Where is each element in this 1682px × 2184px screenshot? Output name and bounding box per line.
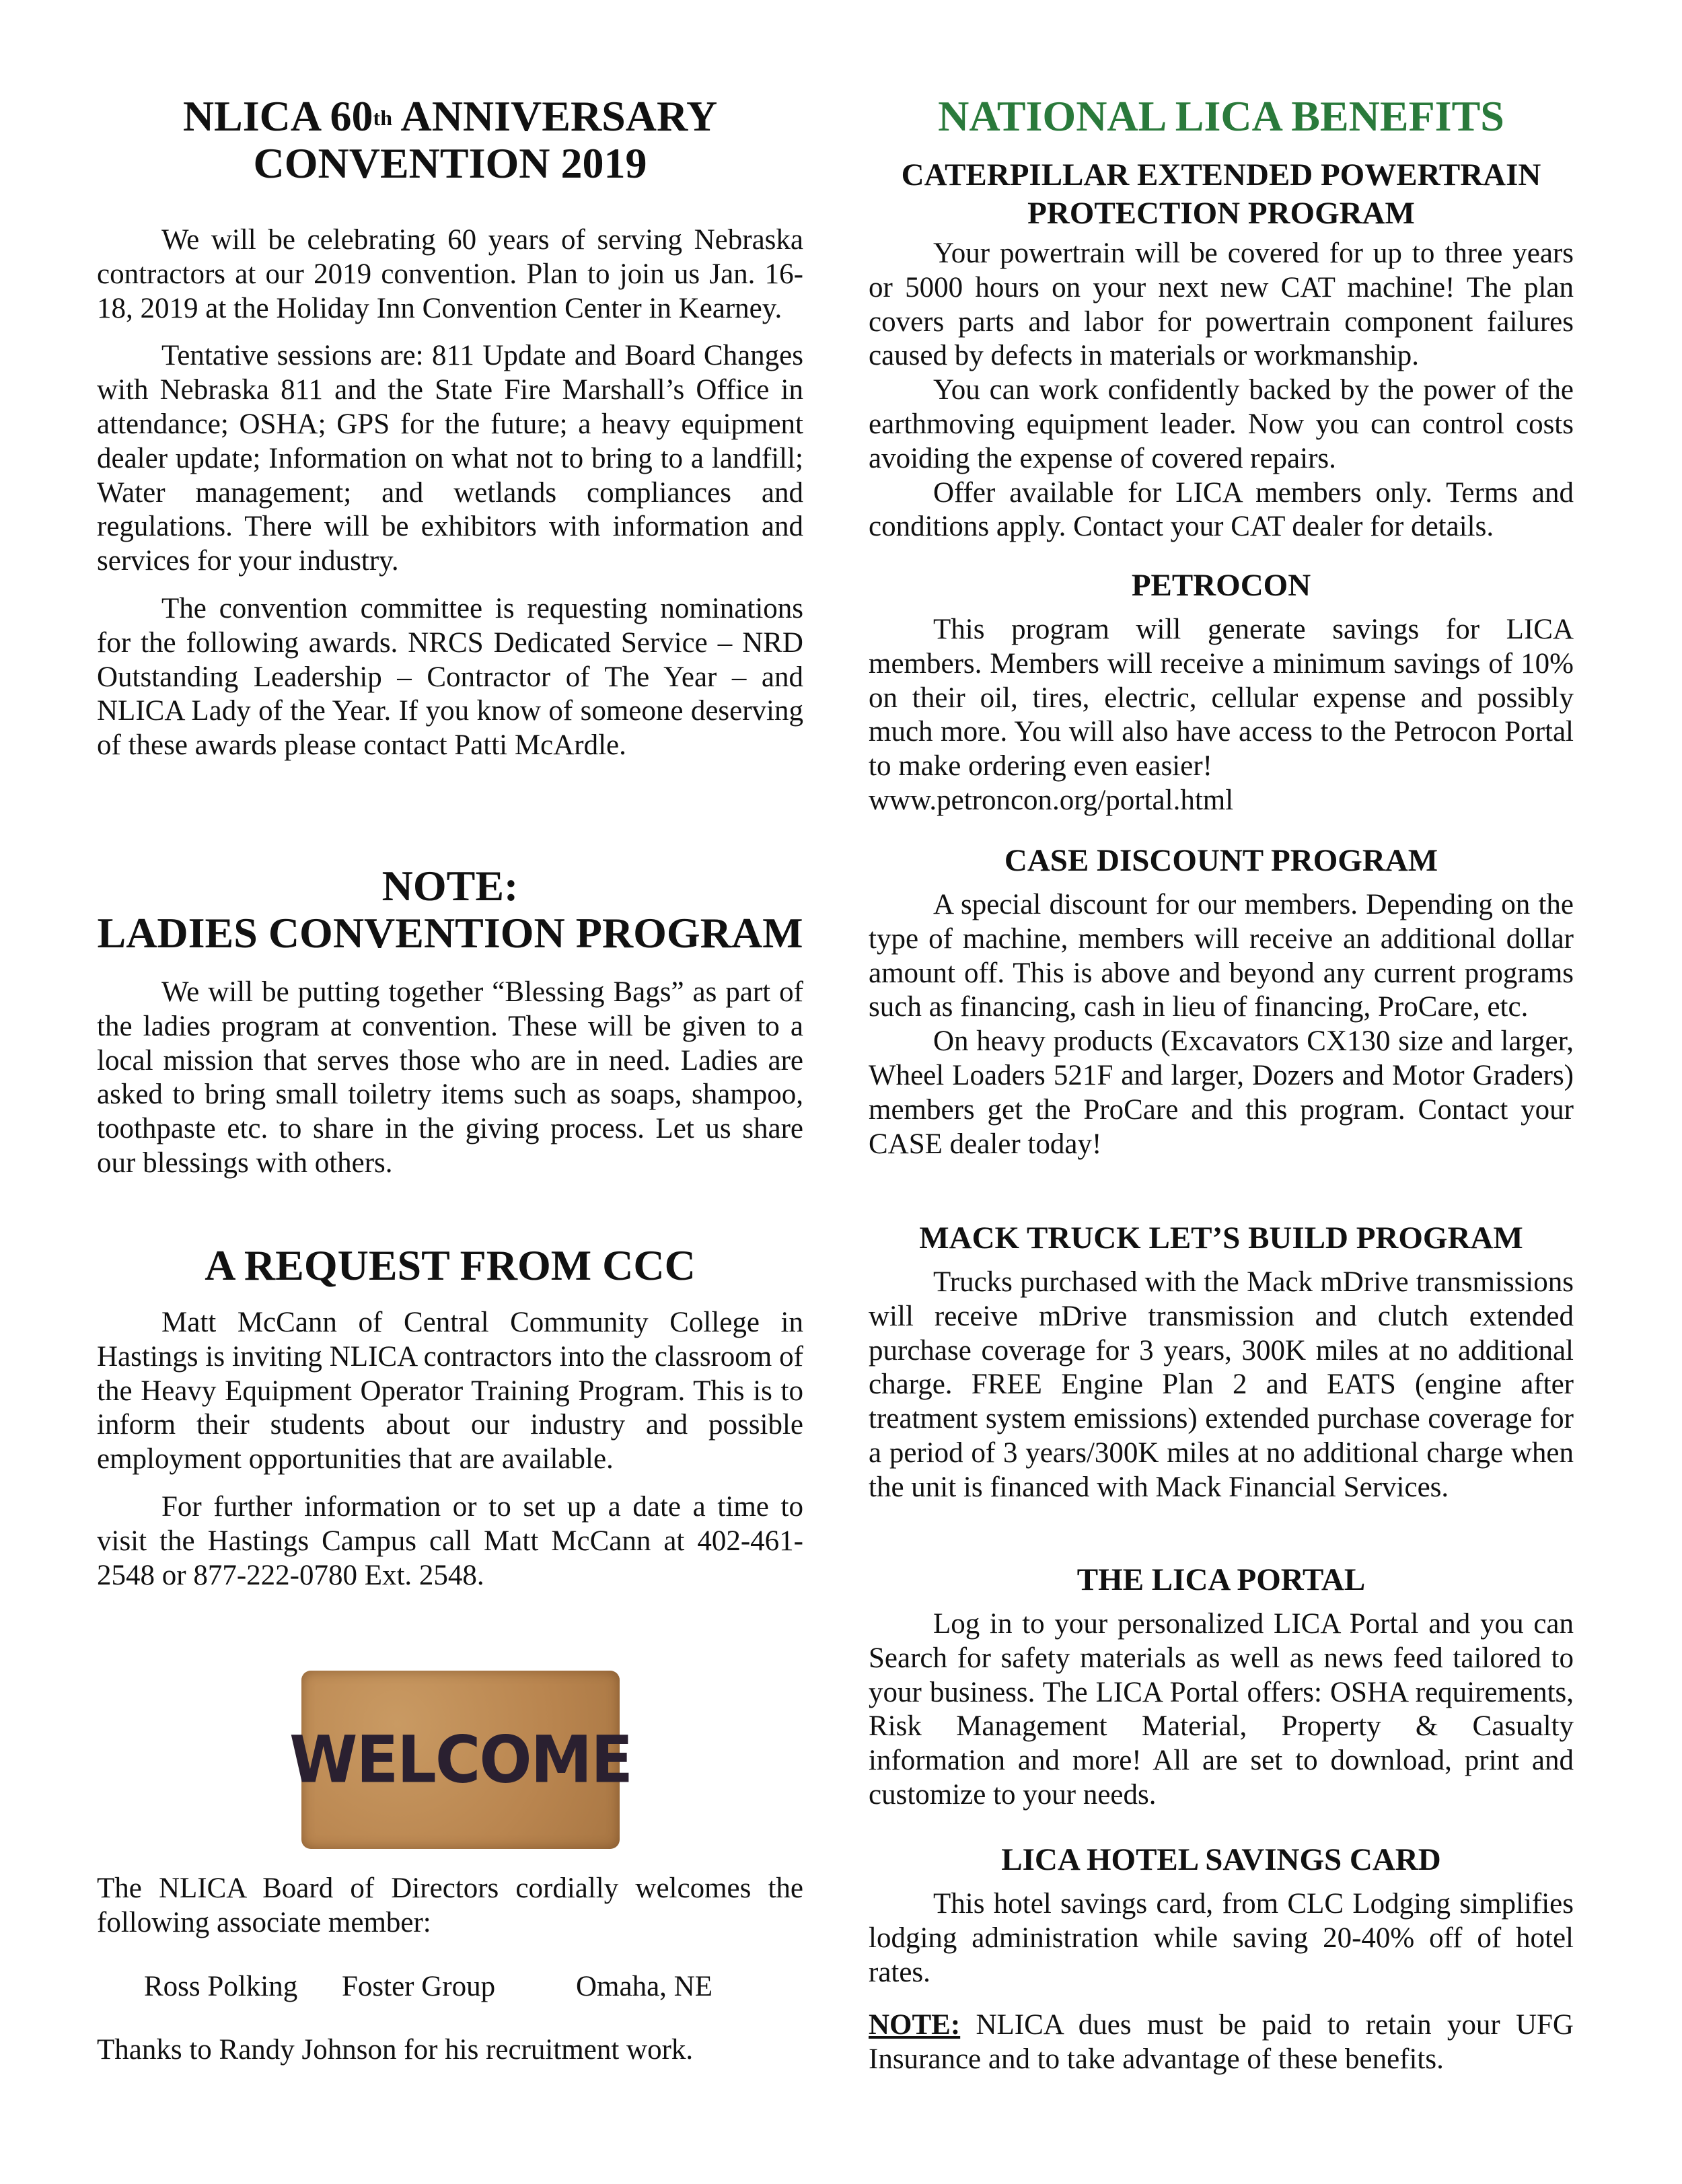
heading-line: NOTE: (381, 862, 519, 910)
ccc-heading (97, 1242, 803, 1289)
note-label: NOTE: (869, 2009, 961, 2041)
paragraph: On heavy products (Excavators CX130 size and larger, Wheel Loaders 521F and larger, Dozers and Motor Graders) members get the ProCare and this program. Contact your CASE dealer today! (869, 1025, 1574, 1160)
paragraph: The convention committee is requesting nominations for the following awards. NRCS Dedicated Service – NRD Outstanding Leadership – Contractor of The Year – and NLICA Lady of the Year. If you know of someone deserving of these awards please contact Patti McArdle. (97, 592, 803, 762)
title-superscript: th (373, 105, 392, 130)
paragraph: This program will generate savings for LICA members. Members will receive a minimum savings of 10% on their oil, tires, electric, cellular expense and possibly much more. You will also have access to the Petrocon Portal to make ordering even easier! (869, 614, 1574, 782)
note-text: NLICA dues must be paid to retain your UFG Insurance and to take advantage of these benefits. (869, 2009, 1574, 2075)
title-text: NLICA 60 (182, 92, 373, 140)
member-location: Omaha, NE (576, 1970, 712, 2002)
heading: CASE DISCOUNT PROGRAM (1004, 843, 1438, 878)
paragraph: Trucks purchased with the Mack mDrive transmissions will receive mDrive transmission and clutch extended purchase coverage for 3 years, 300K miles at no additional charge. FREE Engine Plan 2 and EATS (engine after treatment system emissions) extended purchase coverage for a period of 3 years/300K miles at no additional charge when the unit is financed with Mack Financial Services. (869, 1266, 1574, 1503)
heading: NATIONAL LICA BENEFITS (938, 92, 1504, 140)
mat-text: WELCOME (289, 1722, 632, 1798)
petrocon-link[interactable]: www.petroncon.org/portal.html (869, 784, 1234, 816)
member-name: Ross Polking (144, 1970, 298, 2002)
paragraph: A special discount for our members. Depending on the type of machine, members will receive an additional dollar amount off. This is above and beyond any current programs such as financing, cash in lieu of financing, ProCare, etc. (869, 889, 1574, 1023)
paragraph: Offer available for LICA members only. Terms and conditions apply. Contact your CAT dealer for details. (869, 476, 1574, 543)
heading: THE LICA PORTAL (1076, 1562, 1366, 1597)
heading: MACK TRUCK LET’S BUILD PROGRAM (919, 1221, 1523, 1255)
paragraph: For further information or to set up a date a time to visit the Hastings Campus call Matt McCann at 402-461-2548 or 877-222-0780 Ext. 2548. (97, 1490, 803, 1591)
title-line-2: CONVENTION 2019 (253, 139, 647, 187)
paragraph: This hotel savings card, from CLC Lodging simplifies lodging administration while saving 20-40% off of hotel rates. (869, 1888, 1574, 1988)
title-text: ANNIVERSARY (392, 92, 718, 140)
welcome-member (97, 1872, 803, 2067)
paragraph: We will be celebrating 60 years of serving Nebraska contractors at our 2019 convention. Plan to join us Jan. 16-18, 2019 at the Holiday Inn Convention Center in Kearney. (97, 224, 803, 324)
heading-line: LADIES CONVENTION PROGRAM (97, 909, 803, 957)
paragraph: Your powertrain will be covered for up to three years or 5000 hours on your next new CAT machine! The plan covers parts and labor for powertrain component failures caused by defects in materials or workmanship. (869, 238, 1574, 372)
welcome-intro: The NLICA Board of Directors cordially welcomes the following associate member: (97, 1872, 803, 1938)
hotel-section (869, 1841, 1574, 1990)
heading: A REQUEST FROM CCC (205, 1241, 696, 1289)
ccc-body (97, 1306, 803, 1593)
member-company: Foster Group (342, 1970, 496, 2002)
paragraph: Log in to your personalized LICA Portal and you can Search for safety materials as well as news feed tailored to your business. The LICA Portal offers: OSHA requirements, Risk Management Material, Property & Casualty information and more! All are set to download, print and customize to your needs. (869, 1608, 1574, 1811)
heading-line: PROTECTION PROGRAM (1027, 196, 1415, 231)
dues-note (869, 2008, 1574, 2077)
convention-title (97, 93, 803, 187)
paragraph: Matt McCann of Central Community College in Hastings is inviting NLICA contractors into the classroom of the Heavy Equipment Operator Training Program. This is to inform their students about our industry and possible employment opportunities that are available. (97, 1307, 803, 1476)
paragraph: You can work confidently backed by the power of the earthmoving equipment leader. Now you can control costs avoiding the expense of covered repairs. (869, 374, 1574, 474)
benefits-title (869, 93, 1574, 140)
convention-body (97, 223, 803, 763)
paragraph: We will be putting together “Blessing Bags” as part of the ladies program at convention. These will be given to a local mission that serves those who are in need. Ladies are asked to bring small toiletry items such as soaps, shampoo, toothpaste etc. to share in the giving process. Let us share our blessings with others. (97, 976, 803, 1179)
welcome-mat-image (289, 1671, 632, 1849)
heading: LICA HOTEL SAVINGS CARD (1001, 1842, 1441, 1877)
heading: PETROCON (1131, 568, 1311, 603)
petrocon-section (869, 567, 1574, 818)
ladies-program-heading (97, 863, 803, 957)
mack-section (869, 1219, 1574, 1505)
paragraph: Tentative sessions are: 811 Update and Board Changes with Nebraska 811 and the State Fire Marshall’s Office in attendance; OSHA; GPS for the future; a heavy equipment dealer update; Information on what not to bring to a landfill; Water management; and wetlands compliances and regulations. There will be exhibitors with information and services for your industry. (97, 340, 803, 577)
ladies-program-body (97, 976, 803, 1181)
thanks-text: Thanks to Randy Johnson for his recruitment work. (97, 2033, 694, 2066)
case-section (869, 842, 1574, 1161)
heading-line: CATERPILLAR EXTENDED POWERTRAIN (901, 157, 1541, 192)
portal-section (869, 1561, 1574, 1813)
cat-section (869, 156, 1574, 544)
